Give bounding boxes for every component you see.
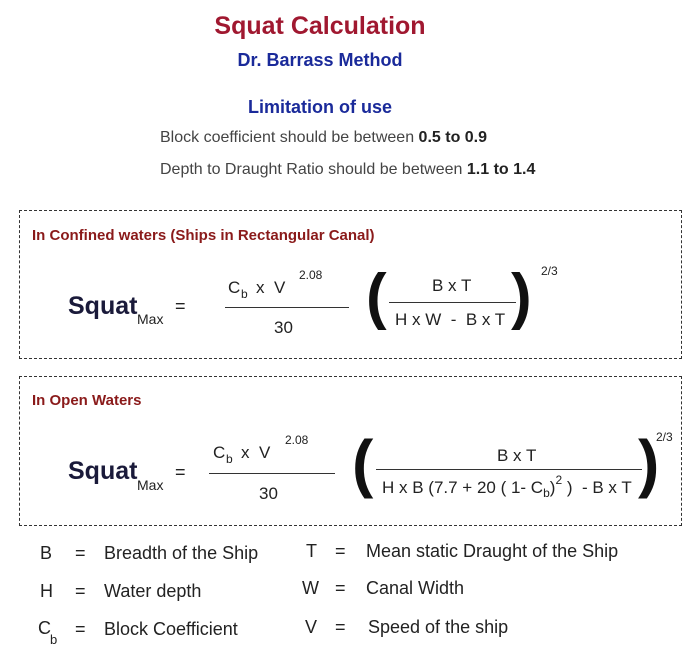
inner-numerator: B x T [497,446,537,465]
squat-max-sub: Max [137,311,164,327]
legend-desc: Speed of the ship [368,617,509,637]
fraction-bar [225,307,349,308]
limitation-heading: Limitation of use [248,97,392,117]
denominator: 30 [274,318,293,337]
squat-label: Squat [68,292,138,320]
inner-denominator: H x W - B x T [395,310,506,329]
page-subtitle: Dr. Barrass Method [237,50,403,70]
equals-sign: = [175,462,186,482]
squat-max-sub: Max [137,477,164,493]
limitation-text: Depth to Draught Ratio should be between [160,161,467,178]
denominator: 30 [259,484,278,503]
open-paren: ( [366,262,387,331]
cb-symbol: C [228,278,241,297]
legend-symbol: B [40,543,53,563]
legend-equals: = [335,578,346,598]
outer-exponent: 2/3 [541,264,558,278]
squared-exponent: 2 [555,473,563,487]
legend-symbol: W [302,578,319,598]
inner-numerator: B x T [432,276,472,295]
v-exponent: 2.08 [299,268,323,282]
legend-equals: = [75,619,86,639]
den-part-a: H x B (7.7 + 20 ( 1- C [382,478,544,497]
limitation-block-coefficient [160,129,487,147]
v-exponent: 2.08 [285,433,309,447]
limitation-depth-ratio [160,161,535,179]
cb-sub: b [543,486,550,500]
inner-denominator [382,473,632,500]
limitation-value: 0.5 to 0.9 [418,129,488,146]
fraction-bar [209,473,335,474]
legend-symbol: T [306,541,317,561]
legend-symbol: C [38,618,51,638]
outer-exponent: 2/3 [656,430,673,444]
legend-desc: Breadth of the Ship [104,543,259,563]
den-part-c: ) - B x T [562,478,632,497]
times-v: x V [256,278,286,297]
limitation-text: Block coefficient should be between [160,129,419,146]
inner-fraction-bar [389,302,516,303]
open-waters-label: In Open Waters [32,392,142,409]
legend-desc: Water depth [104,581,202,601]
legend-symbol: H [40,581,53,601]
legend-desc: Mean static Draught of the Ship [366,541,619,561]
cb-sub: b [226,452,233,466]
times-v: x V [241,443,271,462]
den-part-b: ) [549,478,556,497]
legend-equals: = [335,541,346,561]
legend-desc: Canal Width [366,578,465,598]
limitation-value: 1.1 to 1.4 [466,161,536,178]
open-paren: ( [352,427,374,499]
legend-symbol: V [305,617,318,637]
legend-equals: = [75,543,86,563]
page-title: Squat Calculation [214,12,426,40]
legend-desc: Block Coefficient [104,619,238,639]
legend-equals: = [75,581,86,601]
close-paren: ) [511,262,532,331]
confined-waters-label: In Confined waters (Ships in Rectangular Canal) [32,227,375,244]
legend-equals: = [335,617,346,637]
squat-label: Squat [68,457,138,485]
legend-symbol-sub: b [50,632,58,647]
equals-sign: = [175,296,186,316]
inner-fraction-bar [376,469,642,470]
cb-sub: b [241,287,248,301]
cb-symbol: C [213,443,226,462]
close-paren: ) [638,427,660,499]
